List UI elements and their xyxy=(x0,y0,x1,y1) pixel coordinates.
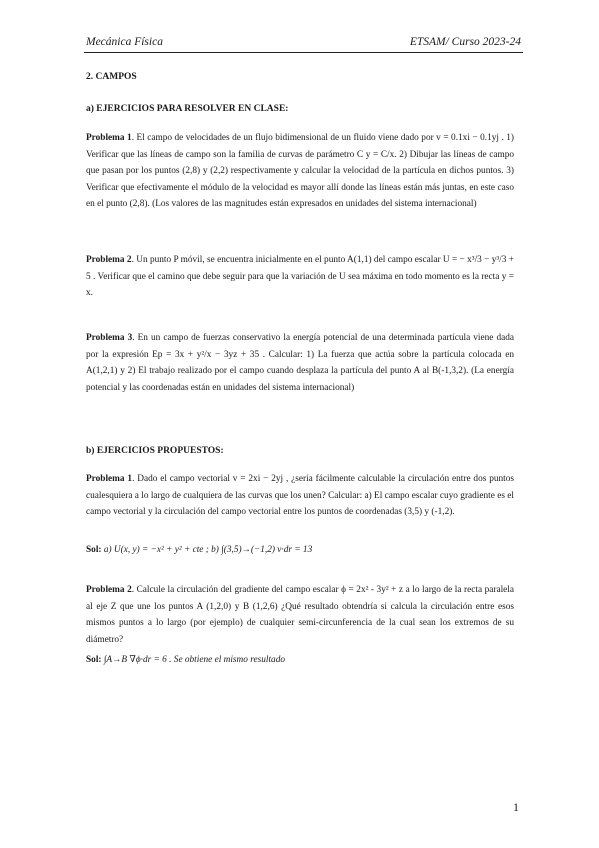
header-left: Mecánica Física xyxy=(86,36,163,48)
header-right: ETSAM/ Curso 2023-24 xyxy=(409,36,521,48)
part-a-problem-3-text: . En un campo de fuerzas conservativo la energía potencial de una determinada partícula viene dada por la expresión Ep = 3x + y²/x − 3yz + 35 . Calcular: 1) La fuerza que actúa sobre la partícula colocada en A(1,2,1) y 2) El trabajo realizado por el campo cuando desplaza la partícula del punto A al B(-1,3,2). (La energía potencial y las coordenadas están en unidades del sistema internacional) xyxy=(86,333,514,393)
part-a-problem-3 xyxy=(86,330,514,396)
part-b-problem-2-sol-label: Sol: xyxy=(86,655,102,665)
part-b-problem-1 xyxy=(86,471,514,521)
part-b-problem-1-label: Problema 1 xyxy=(86,474,133,484)
part-b-problem-2-label: Problema 2 xyxy=(86,585,132,595)
part-b-problem-1-solution xyxy=(86,542,514,559)
part-b-problem-2-solution xyxy=(86,652,514,669)
part-a-problem-3-label: Problema 3 xyxy=(86,333,133,343)
part-a-problem-1-text: . El campo de velocidades de un flujo bidimensional de un fluido viene dado por v = 0.1xi − 0.1yj . 1) Verificar que las líneas de campo son la familia de curvas de parámetro C y = C/x. 2) Dibujar las líneas de campo que pasan por los puntos (2,8) y (2,2) respectivamente y calcular la velocidad de la partícula en dichos puntos. 3) Verificar que efectivamente el módulo de la velocidad es mayor allí donde las líneas están más juntas, en este caso en el punto (2,8). (Los valores de las magnitudes están expresados en unidades del sistema internacional) xyxy=(86,133,514,209)
part-a-problem-2-text: . Un punto P móvil, se encuentra inicialmente en el punto A(1,1) del campo escalar U = − x³/3 − y³/3 + 5 . Verificar que el camino que debe seguir para que la variación de U sea máxima en todo momento es la recta y = x. xyxy=(86,255,515,298)
part-b-title: b) EJERCICIOS PROPUESTOS: xyxy=(86,446,224,456)
part-a-problem-1 xyxy=(86,130,514,213)
page-number: 1 xyxy=(513,800,519,814)
part-b-problem-1-text: . Dado el campo vectorial v = 2xi − 2yj , ¿sería fácilmente calculable la circulación entre dos puntos cualesquiera a lo largo de cualquiera de las curvas que los unen? Calcular: a) El campo escalar cuyo gradiente es el campo vectorial y la circulación del campo vectorial entre los puntos de coordenadas (3,5) y (-1,2). xyxy=(86,474,514,517)
part-b-problem-2 xyxy=(86,582,514,648)
part-b-problem-2-text: . Calcule la circulación del gradiente del campo escalar ϕ = 2x² - 3y² + z a lo largo de la recta paralela al eje Z que une los puntos A (1,2,0) y B (1,2,6) ¿Qué resultado obtendría si calcula la circulación entre esos mismos puntos a lo largo (por ejemplo) de cualquier semi-circunferencia de la cual sean los extremos de su diámetro? xyxy=(86,585,515,645)
part-a-title: a) EJERCICIOS PARA RESOLVER EN CLASE: xyxy=(86,104,289,114)
part-a-problem-2-label: Problema 2 xyxy=(86,255,132,265)
part-b-problem-1-sol: a) U(x, y) = −x² + y² + cte ; b) ∫(3,5)→(−1,2) v·dr = 13 xyxy=(103,545,313,555)
part-b-problem-1-sol-label: Sol: xyxy=(86,545,102,555)
header-rule xyxy=(84,52,523,53)
section-title: 2. CAMPOS xyxy=(86,72,137,82)
part-a-problem-1-label: Problema 1 xyxy=(86,133,132,143)
part-a-problem-2 xyxy=(86,252,514,302)
part-b-problem-2-sol: ∫A→B ∇ϕ·dr = 6 . Se obtiene el mismo resultado xyxy=(103,655,285,665)
